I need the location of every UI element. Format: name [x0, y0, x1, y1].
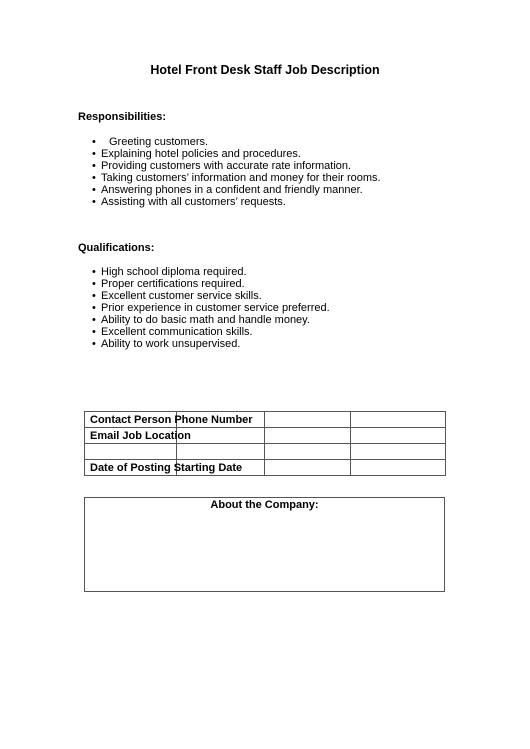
list-item: • Ability to work unsupervised. — [92, 338, 241, 350]
bullet-icon: • — [92, 314, 96, 326]
bullet-icon: • — [92, 148, 96, 160]
table-cell: Date of Posting Starting Date — [85, 460, 177, 476]
table-cell: Contact Person Phone Number — [85, 412, 177, 428]
list-item: • Taking customers’ information and money for their rooms. — [92, 172, 381, 184]
table-cell — [265, 412, 351, 428]
list-item: • Answering phones in a confident and friendly manner. — [92, 184, 363, 196]
table-row — [85, 412, 446, 428]
table-cell — [351, 412, 446, 428]
bullet-icon: • — [92, 184, 96, 196]
list-item: • Ability to do basic math and handle money. — [92, 314, 310, 326]
bullet-icon: • — [92, 290, 96, 302]
list-item: • Greeting customers. — [92, 136, 209, 148]
list-item: • Assisting with all customers’ requests. — [92, 196, 286, 208]
table-row — [85, 428, 446, 444]
bullet-icon: • — [92, 266, 96, 278]
about-company-box — [84, 497, 445, 592]
bullet-icon: • — [92, 278, 96, 290]
table-row — [85, 460, 446, 476]
bullet-icon: • — [92, 326, 96, 338]
page-title: Hotel Front Desk Staff Job Description — [150, 63, 380, 77]
table-cell — [351, 460, 446, 476]
table-cell — [351, 428, 446, 444]
table-cell — [351, 444, 446, 460]
bullet-icon: • — [92, 302, 96, 314]
bullet-icon: • — [92, 160, 96, 172]
list-item: • Prior experience in customer service preferred. — [92, 302, 330, 314]
bullet-icon: • — [92, 136, 96, 148]
info-table — [84, 411, 446, 476]
list-item: • Providing customers with accurate rate information. — [92, 160, 352, 172]
list-item: • Excellent communication skills. — [92, 326, 253, 338]
list-item: • High school diploma required. — [92, 266, 247, 278]
responsibilities-list — [92, 136, 381, 208]
table-cell — [177, 444, 265, 460]
responsibilities-heading: Responsibilities: — [78, 111, 167, 123]
table-cell — [85, 444, 177, 460]
qualifications-list — [92, 266, 330, 350]
bullet-icon: • — [92, 338, 96, 350]
table-cell — [265, 444, 351, 460]
list-item: • Explaining hotel policies and procedures. — [92, 148, 301, 160]
list-item: • Proper certifications required. — [92, 278, 245, 290]
list-item: • Excellent customer service skills. — [92, 290, 262, 302]
bullet-icon: • — [92, 172, 96, 184]
qualifications-heading: Qualifications: — [78, 242, 155, 254]
table-cell: Email Job Location — [85, 428, 177, 444]
table-row — [85, 444, 446, 460]
table-cell — [265, 428, 351, 444]
bullet-icon: • — [92, 196, 96, 208]
about-company-heading: About the Company: — [210, 499, 319, 511]
table-cell — [265, 460, 351, 476]
